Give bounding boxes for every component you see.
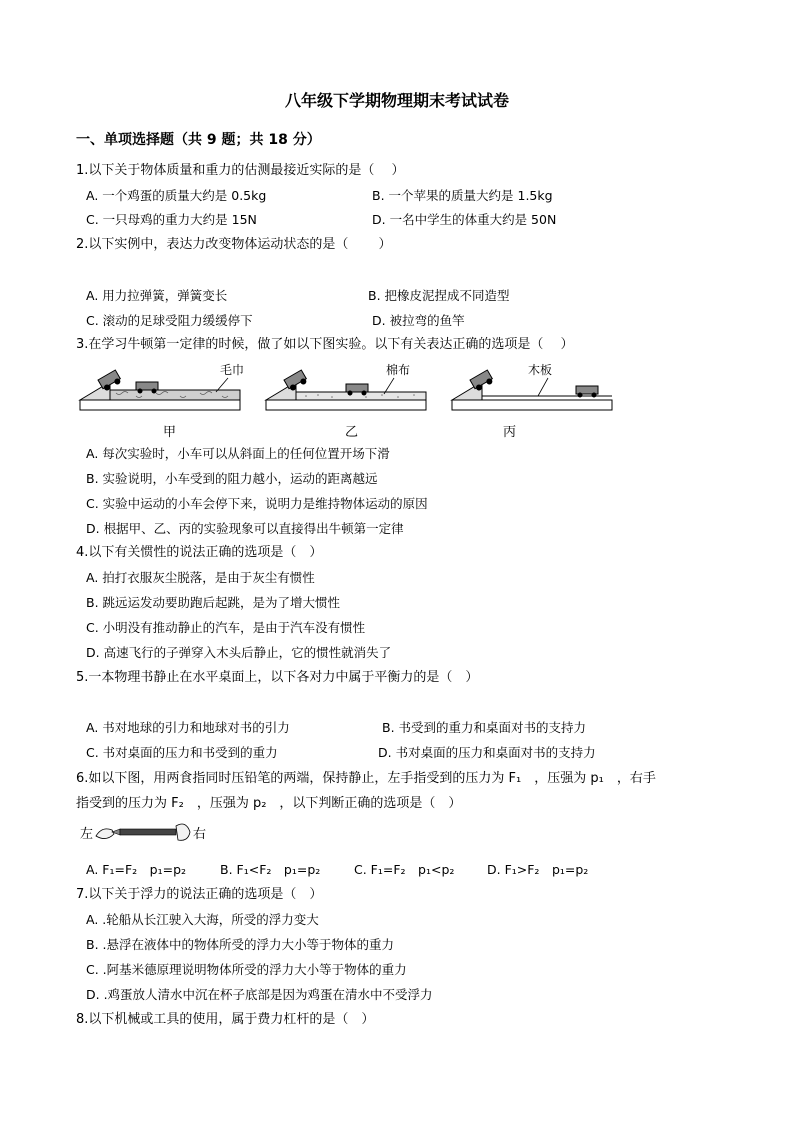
question-4-option-d: D. 高速飞行的子弹穿入木头后静止，它的惯性就消失了 (86, 645, 392, 660)
figure-caption-jia: 甲 (163, 425, 177, 440)
question-4-option-c: C. 小明没有推动静止的汽车，是由于汽车没有惯性 (86, 620, 366, 635)
question-7-stem: 7.以下关于浮力的说法正确的选项是（ ） (76, 887, 323, 902)
question-5-option-d: D. 书对桌面的压力和桌面对书的支持力 (378, 745, 596, 760)
figure-caption-yi: 乙 (345, 425, 359, 440)
figure-label-cotton: 棉布 (386, 363, 411, 377)
section-heading: 一、单项选择题（共 9 题；共 18 分） (76, 132, 321, 148)
question-1-option-c: C. 一只母鸡的重力大约是 15N (86, 212, 257, 227)
pencil-figure (94, 818, 194, 846)
question-1-stem: 1.以下关于物体质量和重力的估测最接近实际的是（ ） (76, 163, 405, 178)
question-4-option-a: A. 拍打衣服灰尘脱落，是由于灰尘有惯性 (86, 570, 315, 585)
question-1-option-a: A. 一个鸡蛋的质量大约是 0.5kg (86, 188, 267, 203)
question-5-option-c: C. 书对桌面的压力和书受到的重力 (86, 745, 278, 760)
question-7-option-c: C. .阿基米德原理说明物体所受的浮力大小等于物体的重力 (86, 962, 407, 977)
question-3-option-d: D. 根据甲、乙、丙的实验现象可以直接得出牛顿第一定律 (86, 521, 404, 536)
question-1-option-d: D. 一名中学生的体重大约是 50N (372, 212, 557, 227)
question-2-stem: 2.以下实例中，表达力改变物体运动状态的是（ ） (76, 237, 392, 252)
pencil-body (120, 829, 176, 835)
question-3-option-b: B. 实验说明，小车受到的阻力越小，运动的距离越远 (86, 471, 378, 486)
question-6-option-a: A. F₁=F₂ p₁=p₂ (86, 862, 187, 877)
question-5-stem: 5.一本物理书静止在水平桌面上，以下各对力中属于平衡力的是（ ） (76, 670, 479, 685)
question-8-stem: 8.以下机械或工具的使用，属于费力杠杆的是（ ） (76, 1012, 375, 1027)
question-5-option-b: B. 书受到的重力和桌面对书的支持力 (382, 720, 587, 735)
figure-label-left: 左 (80, 827, 94, 842)
question-3-option-a: A. 每次实验时，小车可以从斜面上的任何位置开场下滑 (86, 446, 390, 461)
figure-label-towel: 毛巾 (220, 363, 245, 377)
question-2-option-c: C. 滚动的足球受阻力缓缓停下 (86, 313, 253, 328)
question-6-stem-line-1: 6.如以下图，用两食指同时压铅笔的两端，保持静止，左手指受到的压力为 F₁ ，压强为 p₁ ，右手 (76, 771, 656, 786)
question-3-stem: 3.在学习牛顿第一定律的时候，做了如以下图实验。以下有关表达正确的选项是（ ） (76, 337, 574, 352)
question-6-option-c: C. F₁=F₂ p₁<p₂ (354, 862, 455, 877)
question-5-option-a: A. 书对地球的引力和地球对书的引力 (86, 720, 290, 735)
question-6-option-d: D. F₁>F₂ p₁=p₂ (487, 862, 589, 877)
question-7-option-a: A. .轮船从长江驶入大海，所受的浮力变大 (86, 912, 319, 927)
track-base (452, 400, 612, 410)
question-3-option-c: C. 实验中运动的小车会停下来，说明力是维持物体运动的原因 (86, 496, 428, 511)
figure-label-right: 右 (193, 827, 207, 842)
right-finger-icon (176, 824, 190, 840)
question-1-option-b: B. 一个苹果的质量大约是 1.5kg (372, 188, 553, 203)
question-6-stem-line-2: 指受到的压力为 F₂ ，压强为 p₂ ，以下判断正确的选项是（ ） (76, 796, 462, 811)
label-pointer (538, 378, 548, 396)
question-2-option-a: A. 用力拉弹簧，弹簧变长 (86, 288, 228, 303)
left-finger-icon (96, 829, 114, 839)
question-2-option-d: D. 被拉弯的鱼竿 (372, 313, 465, 328)
page-title: 八年级下学期物理期末考试试卷 (284, 91, 509, 110)
towel-surface (110, 390, 240, 400)
question-6-option-b: B. F₁<F₂ p₁=p₂ (220, 862, 321, 877)
question-7-option-b: B. .悬浮在液体中的物体所受的浮力大小等于物体的重力 (86, 937, 394, 952)
track-base (266, 400, 426, 410)
figure-caption-bing: 丙 (503, 425, 517, 440)
question-4-option-b: B. 跳远运发动要助跑后起跳，是为了增大惯性 (86, 595, 341, 610)
question-7-option-d: D. .鸡蛋放人清水中沉在杯子底部是因为鸡蛋在清水中不受浮力 (86, 987, 433, 1002)
question-4-stem: 4.以下有关惯性的说法正确的选项是（ ） (76, 545, 323, 560)
setup-towel (80, 370, 240, 410)
cotton-surface (296, 392, 426, 400)
figure-label-wood: 木板 (528, 363, 553, 377)
question-2-option-b: B. 把橡皮泥捏成不同造型 (368, 288, 510, 303)
track-base (80, 400, 240, 410)
